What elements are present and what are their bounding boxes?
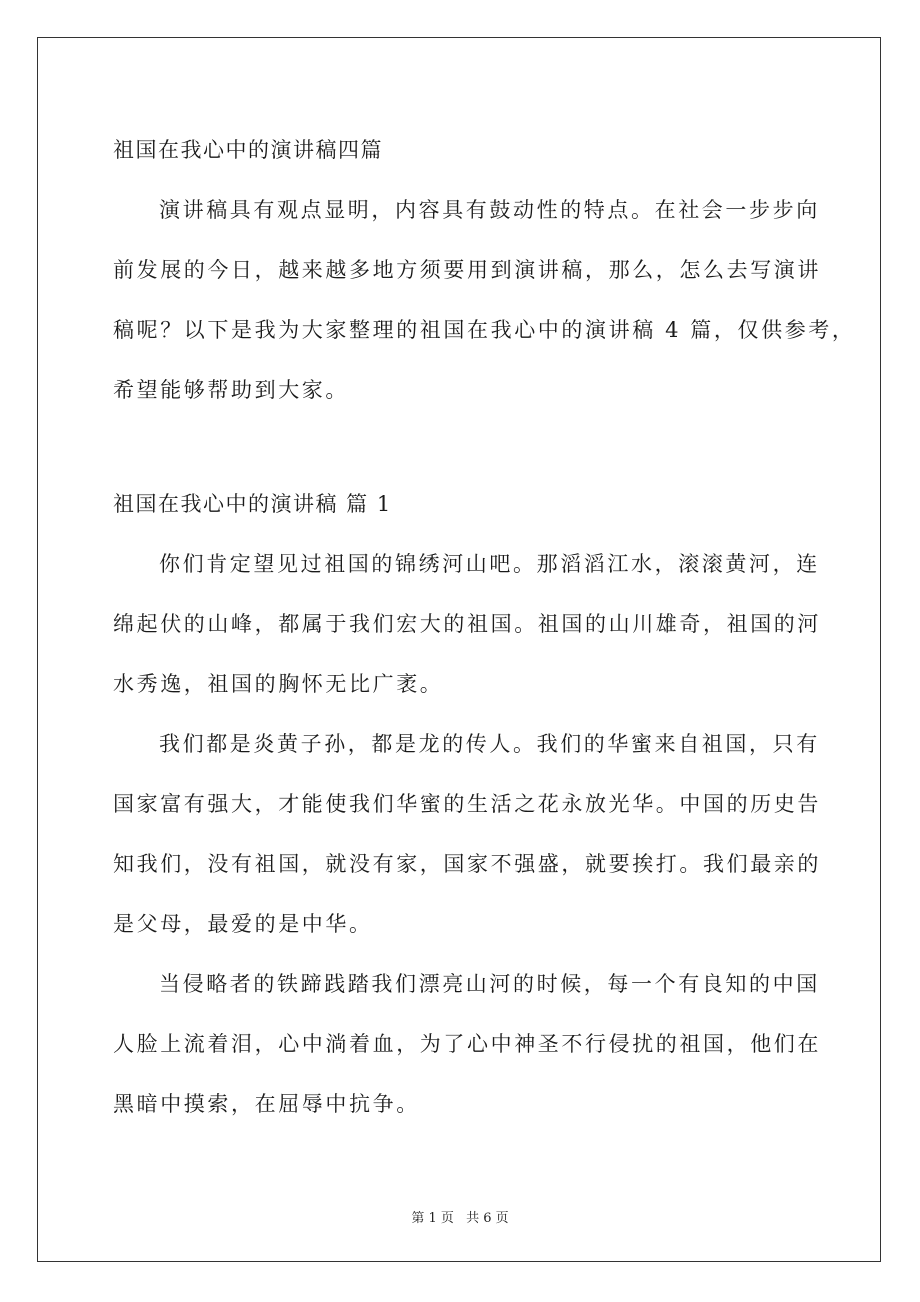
page-footer <box>0 1207 920 1226</box>
text-line: 希望能够帮助到大家。 <box>113 378 349 402</box>
total-pages-label: 共 6 页 <box>466 1211 509 1226</box>
section-heading: 祖国在我心中的演讲稿 篇 1 <box>113 492 392 516</box>
text-line: 国家富有强大，才能使我们华蜜的生活之花永放光华。中国的历史告 <box>113 792 821 816</box>
text-line: 水秀逸，祖国的胸怀无比广袤。 <box>113 672 444 696</box>
text-line: 黑暗中摸索，在屈辱中抗争。 <box>113 1092 420 1116</box>
paragraph-2 <box>113 714 821 954</box>
paragraph-1 <box>113 534 821 714</box>
text-line: 绵起伏的山峰，都属于我们宏大的祖国。祖国的山川雄奇，祖国的河 <box>113 612 821 636</box>
text-line: 是父母，最爱的是中华。 <box>113 912 373 936</box>
paragraph-3 <box>113 954 821 1134</box>
text-line: 稿呢？以下是我为大家整理的祖国在我心中的演讲稿 4 篇，仅供参考， <box>113 318 856 342</box>
current-page-label: 第 1 页 <box>411 1211 454 1226</box>
text-line: 前发展的今日，越来越多地方须要用到演讲稿，那么，怎么去写演讲 <box>113 258 821 282</box>
intro-paragraph <box>113 180 856 420</box>
text-line: 知我们，没有祖国，就没有家，国家不强盛，就要挨打。我们最亲的 <box>113 852 821 876</box>
text-line: 当侵略者的铁蹄践踏我们漂亮山河的时候，每一个有良知的中国 <box>159 972 820 996</box>
document-title: 祖国在我心中的演讲稿四篇 <box>113 138 383 162</box>
document-body <box>113 120 856 1134</box>
text-line: 人脸上流着泪，心中淌着血，为了心中神圣不行侵扰的祖国，他们在 <box>113 1032 821 1056</box>
text-line: 演讲稿具有观点显明，内容具有鼓动性的特点。在社会一步步向 <box>159 198 820 222</box>
text-line: 我们都是炎黄子孙，都是龙的传人。我们的华蜜来自祖国，只有 <box>159 732 820 756</box>
text-line: 你们肯定望见过祖国的锦绣河山吧。那滔滔江水，滚滚黄河，连 <box>159 552 820 576</box>
spacer <box>113 420 813 474</box>
